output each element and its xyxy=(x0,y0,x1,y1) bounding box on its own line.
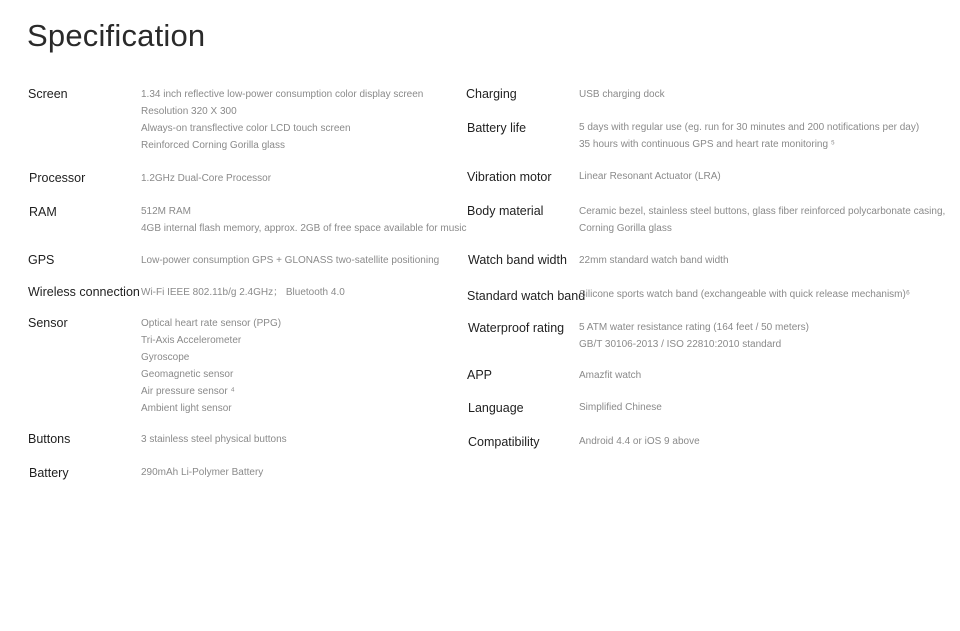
spec-value xyxy=(141,252,439,269)
spec-value-line: Tri-Axis Accelerometer xyxy=(141,335,242,346)
spec-label: Buttons xyxy=(28,432,71,446)
spec-value-line: 5 ATM water resistance rating (164 feet / 50 meters) xyxy=(579,322,809,333)
spec-label: Standard watch band xyxy=(467,289,586,303)
spec-value-line: Simplified Chinese xyxy=(579,402,662,413)
spec-label: Battery life xyxy=(467,121,527,135)
spec-value-line: 5 days with regular use (eg. run for 30 minutes and 200 notifications per day) xyxy=(579,122,920,133)
spec-value xyxy=(141,431,287,448)
spec-label: Charging xyxy=(466,87,517,101)
spec-value-line: Silicone sports watch band (exchangeable with quick release mechanism)⁶ xyxy=(579,289,910,300)
spec-value-line: 22mm standard watch band width xyxy=(579,255,729,266)
spec-value-line: 512M RAM xyxy=(141,206,192,217)
spec-label: RAM xyxy=(29,205,57,219)
spec-value xyxy=(579,434,700,446)
spec-value xyxy=(579,86,665,103)
spec-value xyxy=(579,367,641,384)
spec-value-line: Ceramic bezel, stainless steel buttons, glass fiber reinforced polycarbonate casing, xyxy=(579,206,946,217)
spec-value-line: 290mAh Li-Polymer Battery xyxy=(141,467,264,478)
spec-value xyxy=(579,319,809,353)
spec-value-line: 4GB internal flash memory, approx. 2GB of free space available for music xyxy=(141,223,467,234)
spec-value-line: Optical heart rate sensor (PPG) xyxy=(141,318,282,329)
spec-value-line: GB/T 30106-2013 / ISO 22810:2010 standard xyxy=(579,339,782,350)
spec-value xyxy=(141,315,281,417)
spec-value-line: Always-on transflective color LCD touch screen xyxy=(141,123,351,134)
spec-value-line: 1.34 inch reflective low-power consumption color display screen xyxy=(141,89,424,100)
spec-value xyxy=(141,203,467,237)
spec-value-line: Linear Resonant Actuator (LRA) xyxy=(579,171,721,182)
spec-value xyxy=(579,286,910,303)
spec-value-line: USB charging dock xyxy=(579,89,665,100)
spec-value-line: Reinforced Corning Gorilla glass xyxy=(141,140,285,151)
spec-value-line: Android 4.4 or iOS 9 above xyxy=(579,436,700,446)
spec-value-line: Ambient light sensor xyxy=(141,403,232,414)
spec-label: Sensor xyxy=(28,316,68,330)
spec-value-line: Resolution 320 X 300 xyxy=(141,106,237,117)
spec-value xyxy=(579,399,662,416)
spec-value-line: Gyroscope xyxy=(141,352,190,363)
spec-value-line: Amazfit watch xyxy=(579,370,642,381)
spec-label: GPS xyxy=(28,253,55,267)
spec-value xyxy=(141,464,263,481)
spec-value-line: Corning Gorilla glass xyxy=(579,223,672,234)
spec-value xyxy=(141,170,271,187)
spec-value-line: Geomagnetic sensor xyxy=(141,369,234,380)
spec-label: Watch band width xyxy=(468,253,567,267)
page-title: Specification xyxy=(27,18,206,53)
spec-value xyxy=(579,168,721,185)
spec-value xyxy=(579,252,729,269)
spec-label: Vibration motor xyxy=(467,170,552,184)
spec-value-line: 1.2GHz Dual-Core Processor xyxy=(141,173,272,184)
spec-value-line: Wi-Fi IEEE 802.11b/g 2.4GHz； Bluetooth 4.0 xyxy=(141,287,345,298)
spec-value-line: Air pressure sensor ⁴ xyxy=(141,386,235,397)
spec-label: Language xyxy=(468,401,524,415)
spec-label: Battery xyxy=(29,466,69,480)
spec-value xyxy=(579,203,945,237)
spec-label: Compatibility xyxy=(468,435,540,449)
spec-label: Screen xyxy=(28,87,68,101)
spec-label: Wireless connection xyxy=(28,285,140,299)
spec-value-line: 35 hours with continuous GPS and heart rate monitoring ⁵ xyxy=(579,139,835,150)
spec-label: Processor xyxy=(29,171,86,185)
spec-label: Waterproof rating xyxy=(468,321,565,335)
spec-value xyxy=(579,119,919,153)
spec-value-line: Low-power consumption GPS + GLONASS two-satellite positioning xyxy=(141,255,440,266)
spec-label: APP xyxy=(467,368,493,382)
spec-label: Body material xyxy=(467,204,544,218)
spec-value xyxy=(141,284,345,301)
spec-value-line: 3 stainless steel physical buttons xyxy=(141,434,287,445)
spec-value xyxy=(141,86,423,154)
